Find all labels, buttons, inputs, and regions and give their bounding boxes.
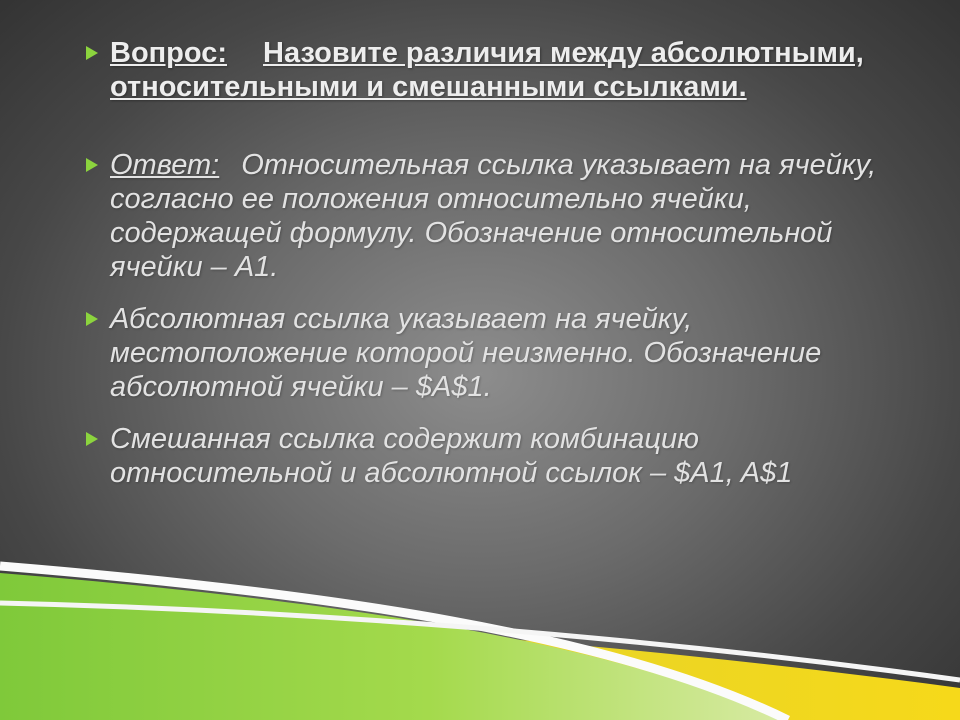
answer-text-mixed: Смешанная ссылка содержит комбинацию относительной и абсолютной ссылок – $A1, A$1 (110, 423, 793, 489)
answer-text-relative: Относительная ссылка указывает на ячейку, согласно ее положения относительно ячейки, содержащей формулу. Обозначение относительной ячейки – A1. (110, 149, 877, 283)
green-triangle-bullet-icon (86, 158, 98, 172)
answer-bullet-absolute (84, 302, 884, 404)
answer-bullet-mixed (84, 422, 884, 490)
slide-content (84, 36, 884, 490)
green-triangle-bullet-icon (86, 312, 98, 326)
question-bullet (84, 36, 884, 104)
green-triangle-bullet-icon (86, 432, 98, 446)
answer-text-absolute: Абсолютная ссылка указывает на ячейку, местоположение которой неизменно. Обозначение абсолютной ячейки – $A$1. (110, 303, 822, 403)
green-triangle-bullet-icon (86, 46, 98, 60)
question-text: Назовите различия между абсолютными, относительными и смешанными ссылками. (110, 37, 864, 103)
answer-bullet-relative (84, 148, 884, 284)
answer-label: Ответ: (110, 149, 220, 181)
question-label: Вопрос: (110, 37, 228, 69)
